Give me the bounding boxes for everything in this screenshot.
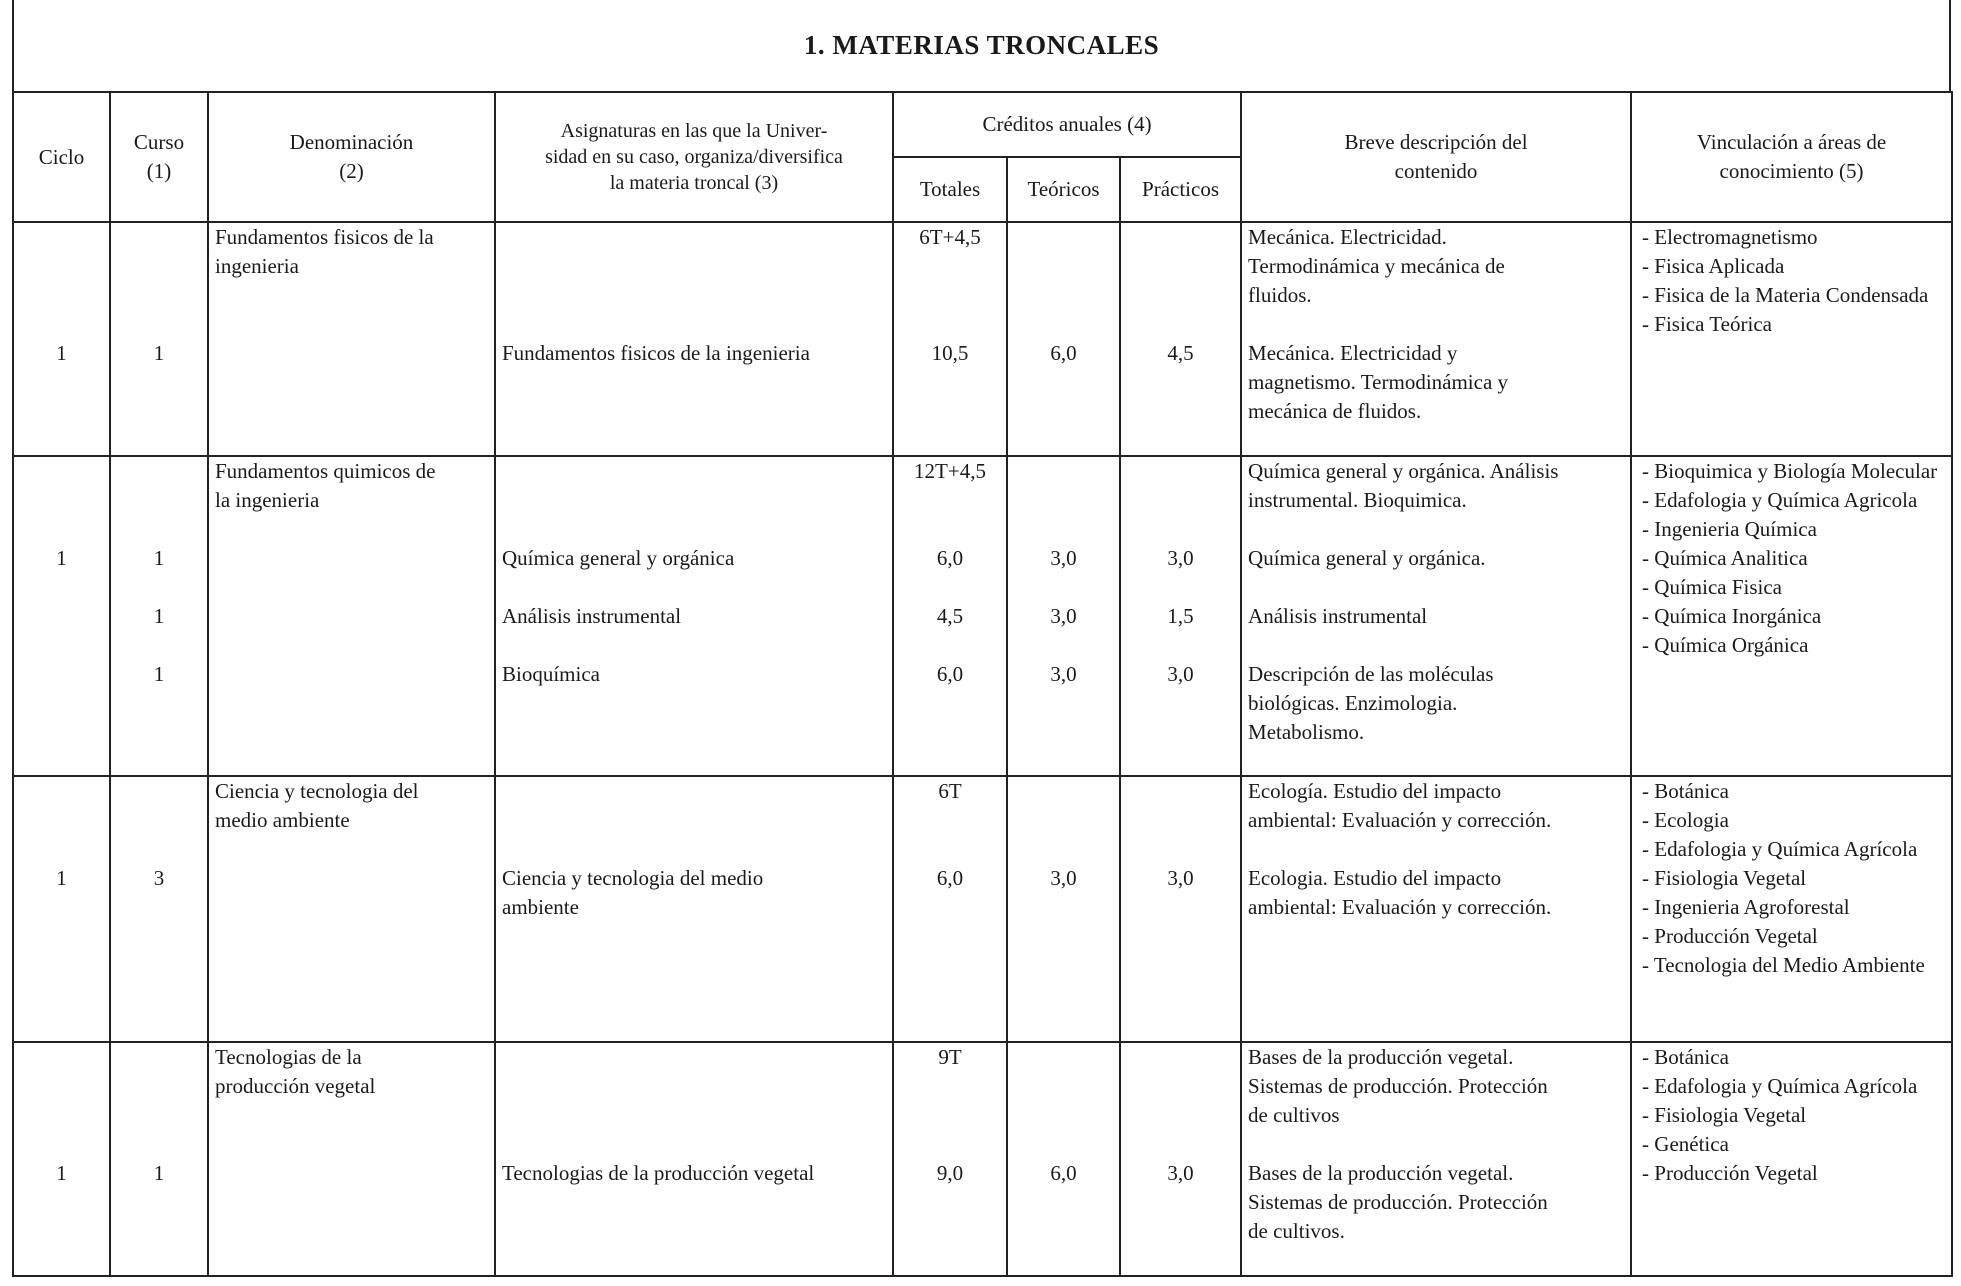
spacer xyxy=(502,1130,886,1159)
spacer xyxy=(1014,631,1113,660)
section-title-box xyxy=(12,0,1951,93)
spacer xyxy=(1014,835,1113,864)
spacer xyxy=(1127,1101,1234,1130)
area-item: - Fisica Teórica xyxy=(1642,312,1772,336)
teoricos-value: 3,0 xyxy=(1050,662,1077,686)
cell-vinculacion xyxy=(1631,456,1952,776)
area-item: - Electromagnetismo xyxy=(1642,225,1818,249)
spacer xyxy=(117,1072,201,1101)
table-header xyxy=(13,92,1952,222)
cell-vinculacion xyxy=(1631,222,1952,456)
spacer xyxy=(502,310,886,339)
spacer xyxy=(1014,515,1113,544)
area-item: - Química Analitica xyxy=(1642,546,1808,570)
totales-value: 9,0 xyxy=(936,1161,964,1185)
totales-value: 6,0 xyxy=(936,662,964,686)
cell-teoricos xyxy=(1007,776,1120,1042)
ciclo-value: 1 xyxy=(56,341,67,365)
spacer xyxy=(117,457,201,486)
spacer xyxy=(20,777,103,806)
spacer xyxy=(1127,806,1234,835)
cell-curso xyxy=(110,776,208,1042)
table-body xyxy=(13,222,1952,1276)
curso-value: 3 xyxy=(153,866,165,890)
table-row xyxy=(13,1042,1952,1276)
area-item: - Química Fisica xyxy=(1642,575,1782,599)
spacer xyxy=(1014,1101,1113,1130)
spacer xyxy=(117,281,201,310)
cell-descripcion xyxy=(1241,1042,1631,1276)
header-curso: Curso (1) xyxy=(110,92,208,222)
area-item: - Genética xyxy=(1642,1132,1729,1156)
header-ciclo: Ciclo xyxy=(13,92,110,222)
spacer xyxy=(1014,1043,1113,1072)
spacer xyxy=(20,1043,103,1072)
spacer xyxy=(502,1043,886,1072)
spacer xyxy=(20,457,103,486)
spacer xyxy=(502,631,886,660)
asignatura-name: Bioquímica xyxy=(502,662,600,686)
spacer xyxy=(117,223,201,252)
header-totales: Totales xyxy=(893,157,1007,222)
spacer xyxy=(1014,806,1113,835)
ciclo-value: 1 xyxy=(56,1161,67,1185)
spacer xyxy=(502,486,886,515)
spacer xyxy=(1127,515,1234,544)
practicos-value: 3,0 xyxy=(1167,662,1194,686)
spacer xyxy=(117,1130,201,1159)
spacer xyxy=(20,1130,103,1159)
descripcion-materia: Química general y orgánica. Análisis instrumental. Bioquimica. xyxy=(1248,459,1559,512)
total-materia: 9T xyxy=(938,1045,962,1069)
spacer xyxy=(502,457,886,486)
descripcion-text: Análisis instrumental xyxy=(1248,604,1428,628)
spacer xyxy=(1248,573,1624,602)
header-descripcion: Breve descripción del contenido xyxy=(1241,92,1631,222)
area-item: - Tecnologia del Medio Ambiente xyxy=(1642,953,1925,977)
header-asignaturas: Asignaturas en las que la Univer- sidad en su caso, organiza/diversifica la materia troncal (3) xyxy=(495,92,893,222)
spacer xyxy=(117,310,201,339)
cell-ciclo xyxy=(13,222,110,456)
area-item: - Fisica Aplicada xyxy=(1642,254,1785,278)
spacer xyxy=(502,223,886,252)
ciclo-value: 1 xyxy=(56,866,67,890)
asignatura-name: Análisis instrumental xyxy=(502,604,682,628)
spacer xyxy=(117,806,201,835)
area-item: - Ecologia xyxy=(1642,808,1729,832)
cell-denominacion xyxy=(208,222,495,456)
spacer xyxy=(1248,835,1624,864)
cell-teoricos xyxy=(1007,222,1120,456)
curso-value: 1 xyxy=(153,604,165,628)
cell-descripcion xyxy=(1241,456,1631,776)
spacer xyxy=(502,1072,886,1101)
spacer xyxy=(1127,1043,1234,1072)
spacer xyxy=(900,515,1000,544)
spacer xyxy=(20,486,103,515)
cell-denominacion xyxy=(208,456,495,776)
curso-value: 1 xyxy=(153,341,165,365)
spacer xyxy=(1127,310,1234,339)
descripcion-materia: Mecánica. Electricidad. Termodinámica y mecánica de fluidos. xyxy=(1248,225,1505,307)
spacer xyxy=(900,1072,1000,1101)
curso-value: 1 xyxy=(153,1161,165,1185)
teoricos-value: 3,0 xyxy=(1050,604,1077,628)
practicos-value: 3,0 xyxy=(1167,1161,1194,1185)
cell-denominacion xyxy=(208,776,495,1042)
area-item: - Fisiologia Vegetal xyxy=(1642,866,1807,890)
spacer xyxy=(502,573,886,602)
spacer xyxy=(20,1101,103,1130)
denominacion-text: Fundamentos fisicos de la ingenieria xyxy=(215,225,434,278)
cell-vinculacion xyxy=(1631,776,1952,1042)
spacer xyxy=(1127,252,1234,281)
spacer xyxy=(502,777,886,806)
teoricos-value: 3,0 xyxy=(1050,866,1077,890)
cell-ciclo xyxy=(13,456,110,776)
cell-teoricos xyxy=(1007,1042,1120,1276)
area-item: - Ingenieria Agroforestal xyxy=(1642,895,1850,919)
header-creditos: Créditos anuales (4) xyxy=(893,92,1241,157)
spacer xyxy=(117,486,201,515)
spacer xyxy=(900,835,1000,864)
spacer xyxy=(117,777,201,806)
area-item: - Botánica xyxy=(1642,1045,1729,1069)
spacer xyxy=(1014,281,1113,310)
area-item: - Fisica de la Materia Condensada xyxy=(1642,283,1929,307)
descripcion-text: Ecologia. Estudio del impacto ambiental: Evaluación y corrección. xyxy=(1248,866,1552,919)
spacer xyxy=(20,310,103,339)
teoricos-value: 6,0 xyxy=(1050,1161,1077,1185)
totales-value: 10,5 xyxy=(931,341,969,365)
spacer xyxy=(20,281,103,310)
spacer xyxy=(1127,281,1234,310)
cell-teoricos xyxy=(1007,456,1120,776)
spacer xyxy=(20,252,103,281)
descripcion-text: Química general y orgánica. xyxy=(1248,546,1486,570)
totales-value: 6,0 xyxy=(936,546,964,570)
spacer xyxy=(502,515,886,544)
spacer xyxy=(1014,1072,1113,1101)
cell-ciclo xyxy=(13,776,110,1042)
cell-asignaturas xyxy=(495,456,893,776)
totales-value: 6,0 xyxy=(936,866,964,890)
area-item: - Ingenieria Química xyxy=(1642,517,1817,541)
spacer xyxy=(117,1043,201,1072)
area-item: - Fisiologia Vegetal xyxy=(1642,1103,1807,1127)
troncales-table xyxy=(12,91,1953,1277)
cell-ciclo xyxy=(13,1042,110,1276)
spacer xyxy=(1014,1130,1113,1159)
spacer xyxy=(1127,223,1234,252)
spacer xyxy=(117,573,201,602)
total-materia: 6T+4,5 xyxy=(919,225,981,249)
asignatura-name: Ciencia y tecnologia del medio ambiente xyxy=(502,866,764,919)
area-item: - Edafologia y Química Agrícola xyxy=(1642,1074,1918,1098)
spacer xyxy=(502,1101,886,1130)
spacer xyxy=(20,1072,103,1101)
header-teoricos: Teóricos xyxy=(1007,157,1120,222)
spacer xyxy=(117,1101,201,1130)
total-materia: 6T xyxy=(938,779,962,803)
descripcion-text: Descripción de las moléculas biológicas. Enzimologia. Metabolismo. xyxy=(1248,662,1494,744)
teoricos-value: 6,0 xyxy=(1050,341,1077,365)
spacer xyxy=(900,573,1000,602)
spacer xyxy=(1127,631,1234,660)
asignatura-name: Fundamentos fisicos de la ingenieria xyxy=(502,341,810,365)
spacer xyxy=(1127,486,1234,515)
cell-totales xyxy=(893,1042,1007,1276)
spacer xyxy=(502,281,886,310)
cell-denominacion xyxy=(208,1042,495,1276)
cell-asignaturas xyxy=(495,776,893,1042)
area-item: - Química Orgánica xyxy=(1642,633,1809,657)
cell-totales xyxy=(893,776,1007,1042)
practicos-value: 3,0 xyxy=(1167,546,1194,570)
spacer xyxy=(1014,252,1113,281)
cell-totales xyxy=(893,456,1007,776)
curso-value: 1 xyxy=(153,662,165,686)
spacer xyxy=(20,835,103,864)
spacer xyxy=(900,631,1000,660)
table-row xyxy=(13,222,1952,456)
cell-totales xyxy=(893,222,1007,456)
spacer xyxy=(1127,573,1234,602)
spacer xyxy=(1014,486,1113,515)
cell-curso xyxy=(110,222,208,456)
cell-descripcion xyxy=(1241,222,1631,456)
cell-practicos xyxy=(1120,776,1241,1042)
ciclo-value: 1 xyxy=(56,546,67,570)
descripcion-text: Bases de la producción vegetal. Sistemas de producción. Protección de cultivos. xyxy=(1248,1161,1548,1243)
cell-curso xyxy=(110,456,208,776)
spacer xyxy=(900,1130,1000,1159)
spacer xyxy=(1127,777,1234,806)
spacer xyxy=(1014,310,1113,339)
spacer xyxy=(1014,573,1113,602)
cell-practicos xyxy=(1120,456,1241,776)
curso-value: 1 xyxy=(153,546,165,570)
practicos-value: 3,0 xyxy=(1167,866,1194,890)
cell-practicos xyxy=(1120,1042,1241,1276)
spacer xyxy=(117,631,201,660)
total-materia: 12T+4,5 xyxy=(914,459,986,483)
cell-curso xyxy=(110,1042,208,1276)
area-item: - Química Inorgánica xyxy=(1642,604,1822,628)
spacer xyxy=(1248,631,1624,660)
spacer xyxy=(900,252,1000,281)
cell-vinculacion xyxy=(1631,1042,1952,1276)
spacer xyxy=(1248,1130,1624,1159)
spacer xyxy=(900,486,1000,515)
spacer xyxy=(502,806,886,835)
spacer xyxy=(117,515,201,544)
spacer xyxy=(1127,1130,1234,1159)
spacer xyxy=(900,310,1000,339)
area-item: - Edafologia y Química Agrícola xyxy=(1642,837,1918,861)
area-item: - Edafologia y Química Agricola xyxy=(1642,488,1918,512)
denominacion-text: Tecnologias de la producción vegetal xyxy=(215,1045,376,1098)
teoricos-value: 3,0 xyxy=(1050,546,1077,570)
header-practicos: Prácticos xyxy=(1120,157,1241,222)
spacer xyxy=(1127,457,1234,486)
descripcion-materia: Bases de la producción vegetal. Sistemas de producción. Protección de cultivos xyxy=(1248,1045,1548,1127)
spacer xyxy=(1248,310,1624,339)
spacer xyxy=(502,252,886,281)
cell-asignaturas xyxy=(495,1042,893,1276)
area-item: - Producción Vegetal xyxy=(1642,1161,1818,1185)
cell-practicos xyxy=(1120,222,1241,456)
spacer xyxy=(117,835,201,864)
cell-asignaturas xyxy=(495,222,893,456)
section-title: 1. MATERIAS TRONCALES xyxy=(803,30,1160,60)
spacer xyxy=(117,252,201,281)
spacer xyxy=(20,223,103,252)
denominacion-text: Fundamentos quimicos de la ingenieria xyxy=(215,459,436,512)
spacer xyxy=(900,281,1000,310)
denominacion-text: Ciencia y tecnologia del medio ambiente xyxy=(215,779,419,832)
spacer xyxy=(900,806,1000,835)
practicos-value: 1,5 xyxy=(1167,604,1194,628)
table-row xyxy=(13,776,1952,1042)
area-item: - Producción Vegetal xyxy=(1642,924,1818,948)
spacer xyxy=(1127,1072,1234,1101)
table-row xyxy=(13,456,1952,776)
practicos-value: 4,5 xyxy=(1167,341,1194,365)
spacer xyxy=(20,806,103,835)
spacer xyxy=(502,835,886,864)
area-item: - Botánica xyxy=(1642,779,1729,803)
spacer xyxy=(1248,515,1624,544)
cell-descripcion xyxy=(1241,776,1631,1042)
descripcion-materia: Ecología. Estudio del impacto ambiental: Evaluación y corrección. xyxy=(1248,779,1552,832)
spacer xyxy=(20,515,103,544)
spacer xyxy=(900,1101,1000,1130)
asignatura-name: Tecnologias de la producción vegetal xyxy=(502,1161,815,1185)
spacer xyxy=(1127,835,1234,864)
area-item: - Bioquimica y Biología Molecular xyxy=(1642,459,1938,483)
spacer xyxy=(1014,223,1113,252)
header-denominacion: Denominación (2) xyxy=(208,92,495,222)
asignatura-name: Química general y orgánica xyxy=(502,546,735,570)
spacer xyxy=(1014,457,1113,486)
totales-value: 4,5 xyxy=(936,604,964,628)
spacer xyxy=(1014,777,1113,806)
header-vinculacion: Vinculación a áreas de conocimiento (5) xyxy=(1631,92,1952,222)
descripcion-text: Mecánica. Electricidad y magnetismo. Termodinámica y mecánica de fluidos. xyxy=(1248,341,1509,423)
